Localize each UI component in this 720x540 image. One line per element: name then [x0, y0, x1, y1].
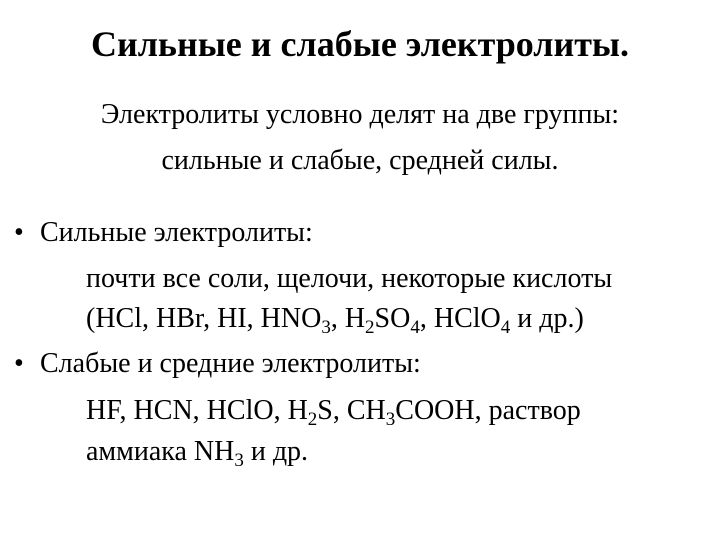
formula-subscript: 3 — [321, 317, 331, 338]
formula-text: и др.) — [510, 303, 584, 334]
bullet-strong-electrolytes — [14, 215, 313, 251]
weak-heading: Слабые и средние электролиты: — [40, 348, 421, 379]
formula-subscript: 3 — [234, 450, 244, 471]
bullet-icon: • — [14, 348, 24, 379]
formula-text: COOH, раствор — [395, 395, 581, 426]
bullet-icon: • — [14, 217, 24, 248]
formula-text: , HClO — [419, 303, 501, 334]
formula-text: и др. — [243, 436, 309, 467]
intro-line-1: Электролиты условно делят на две группы: — [100, 99, 620, 130]
formula-text: HF, HCN, HClO, H — [86, 395, 308, 426]
formula-subscript: 3 — [385, 409, 396, 430]
slide-title: Сильные и слабые электролиты. — [90, 24, 630, 64]
formula-text: аммиака NH — [86, 436, 235, 467]
weak-examples-continued — [86, 434, 308, 470]
strong-description: почти все соли, щелочи, некоторые кислоты — [86, 263, 613, 294]
formula-subscript: 2 — [307, 409, 318, 430]
strong-heading: Сильные электролиты: — [40, 217, 313, 248]
formula-text: S, CH — [317, 395, 386, 426]
formula-text: , H — [330, 303, 366, 334]
bullet-weak-electrolytes — [14, 346, 421, 382]
intro-line-2: сильные и слабые, средней силы. — [161, 145, 559, 176]
formula-text: SO — [374, 303, 411, 334]
weak-examples — [86, 393, 581, 429]
formula-subscript: 4 — [410, 317, 420, 338]
strong-examples — [86, 301, 584, 337]
formula-subscript: 4 — [500, 317, 511, 338]
formula-subscript: 2 — [365, 317, 375, 338]
formula-text: (HCl, HBr, HI, HNO — [86, 303, 322, 334]
